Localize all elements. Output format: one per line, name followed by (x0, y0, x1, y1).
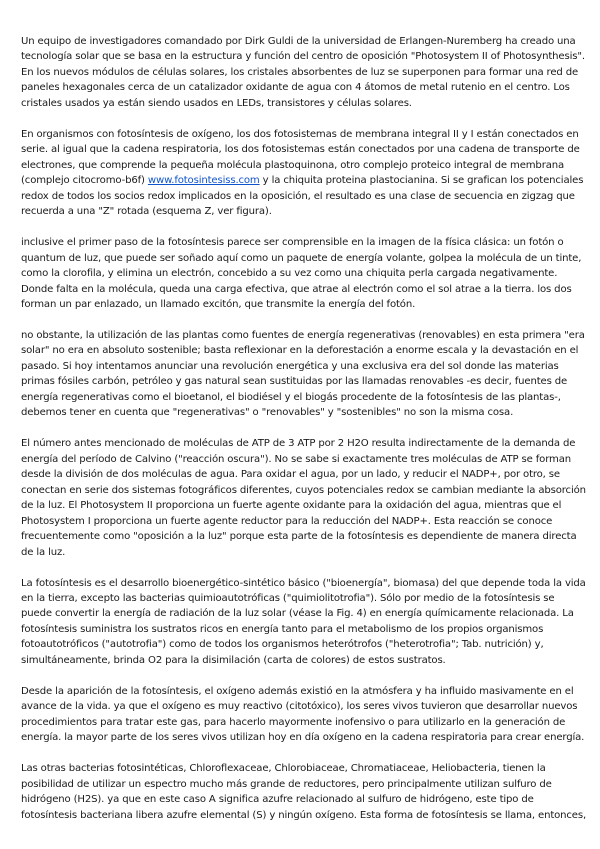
paragraph-guldi-solar-technology: Un equipo de investigadores comandado por Dirk Guldi de la universidad de Erlangen-Nuremberg ha creado una tecnología solar que se basa en la estructura y función del centro de oposición "Photosystem II of Photosynthesis". En los nuevos módulos de células solares, los cristales absorbentes de luz se superponen para formar una red de paneles hexagonales cerca de un catalizador oxidante de agua con 4 átomos de metal rutenio en el centro. Los cristales usados ya están siendo usados en LEDs, transistores y células solares. (21, 36, 585, 109)
paragraph-text-after-link: y la chiquita proteina plastocianina. Si se grafican los potenciales redox de todos los socios redox implicados en la oposición, el resultado es una clase de secuencia en zigzag que recuerda a una "Z" rotada (esquema Z, ver figura). (21, 175, 584, 218)
paragraph-photosynthetic-bacteria: Las otras bacterias fotosintéticas, Chloroflexaceae, Chlorobiaceae, Chromatiaceae, Heliobacteria, tienen la posibilidad de utilizar un espectro mucho más grande de reductores, pero principalmente utilizan sulfuro de hidrógeno (H2S). ya que en este caso A significa azufre relacionado al sulfuro de hidrógeno, este tipo de fotosíntesis bacteriana libera azufre elemental (S) y ningún oxígeno. Esta forma de fotosíntesis se llama, entonces, (21, 763, 587, 821)
paragraph-oxygen-history: Desde la aparición de la fotosíntesis, el oxígeno además existió en la atmósfera y ha influido masivamente en el avance de la vida. ya que el oxígeno es muy reactivo (citotóxico), los seres vivos tuvieron que desarrollar nuevos procedimientos para tratar este gas, para hacerlo mayormente inofensivo o para utilizarlo en la generación de energía. la mayor parte de los seres vivos utilizan hoy en día oxígeno en la cadena respiratoria para crear energía. (21, 685, 585, 744)
document-page (21, 34, 587, 823)
paragraph-photon-exciton: inclusive el primer paso de la fotosíntesis parece ser comprensible en la imagen de la física clásica: un fotón o quantum de luz, que puede ser soñado aquí como un paquete de energía volante, golpea la molécula de un tinte, como la clorofila, y elimina un electrón, concebido a su vez como una chiquita perla cargada negativamente. Donde falta en la molécula, queda una carga efectiva, que atrae al electrón como el sol atrae a la tierra. los dos forman un par enlazado, un llamado excitón, que transmite la energía del fotón. (21, 237, 582, 310)
paragraph-photosystems-series (21, 127, 587, 220)
paragraph-text-before-link: En organismos con fotosíntesis de oxígeno, los dos fotosistemas de membrana integral II y I están conectados en serie. al igual que la cadena respiratoria, los dos fotosistemas están conectados por una cadena de transporte de electrones, que comprende la pequeña molécula plastoquinona, otro complejo proteico integral de membrana (complejo citocromo-b6f) (21, 128, 580, 187)
fotosintesiss-link[interactable]: www.fotosintesiss.com (147, 175, 260, 187)
paragraph-renewable-energy: no obstante, la utilización de las plantas como fuentes de energía regenerativas (renovables) en esta primera "era solar" no era en absoluto sostenible; basta reflexionar en la deforestación a enorme escala y la devastación en el pasado. Si hoy intentamos anunciar una revolución energética y una exclusiva era del sol donde las materias primas fósiles carbón, petróleo y gas natural sean sustituidas por las llamadas renovables -es decir, fuentes de energía regenerativas como el bioetanol, el biodiésel y el biogás procedente de la fotosíntesis de las plantas-, debemos tener en cuenta que "regenerativas" o "renovables" y "sostenibles" no son la misma cosa. (21, 330, 585, 419)
paragraph-bioenergy: La fotosíntesis es el desarrollo bioenergético-sintético básico ("bioenergía", biomasa) del que depende toda la vida en la tierra, excepto las bacterias quimioautotróficas ("quimiolitotrofia"). Sólo por medio de la fotosíntesis se puede convertir la energía de radiación de la luz solar (véase la Fig. 4) en energía químicamente relacionada. La fotosíntesis suministra los sustratos ricos en energía tanto para el metabolismo de los propios organismos fotoautotróficos ("autotrofia") como de todos los organismos heterótrofos ("heterotrofia"; Tab. nutrición) y, simultáneamente, brinda O2 para la disimilación (carta de colores) de estos sustratos. (21, 577, 586, 666)
paragraph-atp-molecules: El número antes mencionado de moléculas de ATP de 3 ATP por 2 H2O resulta indirectamente de la demanda de energía del período de Calvino ("reacción oscura"). No se sabe si exactamente tres moléculas de ATP se forman desde la división de dos moléculas de agua. Para oxidar el agua, por un lado, y reducir el NADP+, por otro, se conectan en serie dos sistemas fotográficos diferentes, cuyos potenciales redox se cambian mediante la absorción de la luz. El Photosystem II proporciona un fuerte agente oxidante para la oxidación del agua, mientras que el Photosystem I proporciona un fuerte agente reductor para la reducción del NADP+. Esta reacción se conoce frecuentemente como "oposición a la luz" porque esta parte de la fotosíntesis es dependiente de manera directa de la luz. (21, 438, 586, 558)
